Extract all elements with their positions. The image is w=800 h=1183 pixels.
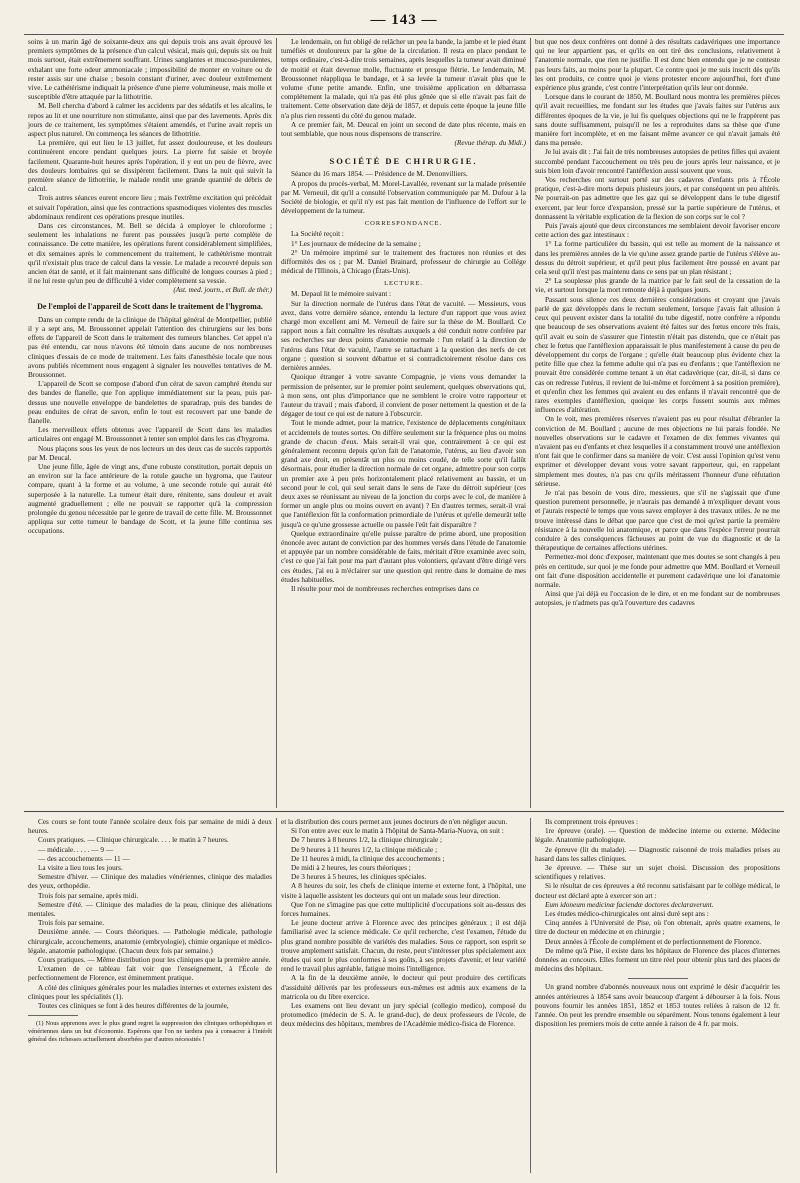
- subheading-lecture: LECTURE.: [384, 280, 423, 288]
- separator: [628, 978, 688, 979]
- paragraph: Le jeune docteur arrive à Florence avec des principes généraux ; il est déjà familiarisé avec la science médicale. Ce qu'il recherche, c'est l'examen, l'étude du plus grand nombre possible de variétés des maladies. Sous ce rapport, son esprit se trouve amplement satisfait. Chacun, du reste, peut s'intéresser plus spécialement aux études qui sont le plus conformes à ses goûts, à ses projets d'avenir, et leur variété rend le travail plus agréable, fatigue moins l'intelligence.: [281, 919, 526, 974]
- schedule-line: De 11 heures à midi, la clinique des accouchements ;: [291, 854, 445, 863]
- footnote: (1) Nous apprenons avec le plus grand regret la suppression des cliniques orthopédiques et vénériennes dans un but d'économie. Espérons que l'on ne tardera pas à consacrer à l'intérêt général des richesses actuellement absorbées par d'autres nécessités !: [28, 1020, 272, 1044]
- paragraph: A la fin de la deuxième année, le docteur qui peut produire des certificats d'assiduité délivrés par les professeurs eux-mêmes est admis aux examens de la matricola ou du libre exercice.: [281, 974, 526, 1001]
- paragraph: Il résulte pour moi de nombreuses recherches entreprises dans ce: [291, 584, 480, 593]
- column-3: [530, 38, 784, 808]
- paragraph: Si l'on entre avec eux le matin à l'hôpital de Santa-Maria-Nuova, on suit :: [291, 827, 504, 836]
- paragraph: Dans un compte rendu de la clinique de l'hôpital général de Montpellier, publié il y a sept ans, M. Broussonnet appelait l'attention des chirurgiens sur les bons effets de l'appareil de Scott dans le traitement des tumeurs blanches. Cet appel n'a pas été entendu, car nous n'avons été témoin dans aucune de nos nombreuses cliniques d'essais de ce mode de traitement. Les faits d'anesthésie locale que nous avons publiés récemment nous engagent à signaler les nouvelles tentatives de M. Broussonnet.: [28, 315, 272, 379]
- article-title: De l'emploi de l'appareil de Scott dans le traitement de l'hygroma.: [37, 301, 263, 311]
- paragraph: et la distribution des cours permet aux jeunes docteurs de n'en négliger aucun.: [281, 818, 508, 826]
- page-number: — 143 —: [370, 12, 438, 28]
- paragraph: La Société reçoit :: [291, 230, 344, 239]
- feuilleton-column-3: [530, 818, 784, 1173]
- paragraph: L'appareil de Scott se compose d'abord d'un cérat de savon camphré étendu sur des bandes de flanelle, que l'on applique immédiatement sur la peau, puis par-dessus une nouvelle enveloppe de bandelettes de sparadrap, puis des bandes de peau enduites de cérat de savon, enfin le tout est recouvert par une bande de flanelle.: [28, 380, 272, 425]
- paragraph: Trois fois par semaine, après midi.: [38, 891, 139, 900]
- latin-quote: Eum idoneum medicinæ faciendæ doctores declaraverunt.: [545, 900, 714, 909]
- paragraph: Cours pratiques. — Même distribution pour les cliniques que la première année.: [38, 956, 271, 965]
- paragraph: La visite a lieu tous les jours.: [38, 864, 123, 873]
- paragraph: Si le résultat de ces épreuves a été reconnu satisfaisant par le collége médical, le docteur est déclaré apte à exercer son art :: [535, 882, 780, 900]
- schedule-line: — des accouchements — 11 —: [38, 854, 130, 863]
- paragraph: On le voit, mes premières réserves n'avaient pas eu pour résultat d'ébranler la conviction de M. Boullard ; aucune de mes objections ne lui parais fondée. Ne nouvelles observations sur le cadavre et l'examen de dix femmes vivantes qui n'avaient pas eu d'enfants et chez lesquelles il a constamment trouvé une antéflexion n'ont fait que le confirmer dans sa manière de voir. C'est aussi l'opinion qu'est venu exprimer et développer devant vous votre savant rapporteur, qui, en rappelant simplement mes doutes, n'a pas cru qu'ils méritassent l'honneur d'une réfutation sérieuse.: [535, 415, 780, 488]
- schedule-line: De midi à 2 heures, les cours théoriques ;: [291, 864, 411, 873]
- paragraph: Quoique étranger à votre savante Compagnie, je viens vous demander la permission de présenter, sur le premier point seulement, quelques observations qui, à mon sens, ont plus d'importance que ne semblent le croire votre rapporteur et l'auteur du travail ; mais d'abord, il convient de poser nettement la question et de la dégager de tout ce qui est de nature à l'obscurcir.: [281, 373, 526, 419]
- schedule-line: De 7 heures à 8 heures 1/2, la clinique chirurgicale ;: [291, 836, 443, 845]
- feuilleton-column-2: [276, 818, 530, 1173]
- paragraph: Les études médico-chirurgicales ont ainsi duré sept ans :: [545, 910, 709, 919]
- paragraph: 3e épreuve. — Thèse sur un sujet choisi. Discussion des propositions scientifiques y relatives.: [535, 864, 780, 882]
- paragraph: 1re épreuve (orale). — Question de médecine interne ou externe. Médecine légale. Anatomie pathologique.: [535, 827, 780, 845]
- column-1: [24, 38, 276, 808]
- paragraph: Quelque extraordinaire qu'elle puisse paraître de prime abord, une proposition énoncée avec autant de conviction par des hommes versés dans l'étude de l'anatomie et appuyée par un nombre considérable de faits, méritait d'être examinée avec soin, c'est ce que j'ai fait pour ma part d'autant plus volontiers, qu'avant d'être dirigé vers ces études, j'ai eu à m'éclairer sur une question qui rentre dans le domaine de mes études habituelles.: [281, 529, 526, 584]
- paragraph: Sur la direction normale de l'utérus dans l'état de vacuité. — Messieurs, vous avez, dans votre dernière séance, entendu la lecture d'un rapport que vous aviez chargé mon excellent ami M. Verneuil de faire sur la thèse de M. Boullard. Ce rapport nous a fait connaître les résultats auxquels a été conduit notre confrère par ses recherches sur deux points d'anatomie normale : l'un relatif à la direction de l'utérus dans l'état de vacuité, l'autre se rattachant à la question des nerfs de cet organe ; question si souvent débattue et si contradictoirement résolue dans ces dernières années.: [281, 299, 526, 373]
- main-columns: [24, 38, 784, 808]
- paragraph: Puis j'avais ajouté que deux circonstances me semblaient devoir favoriser encore cette action des gaz intestinaux :: [535, 222, 780, 240]
- paragraph: Toutes ces cliniques se font à des heures différentes de la journée,: [38, 1002, 229, 1011]
- footnote-rule: [28, 1015, 78, 1016]
- paragraph: A propos du procès-verbal, M. Morel-Lavallée, revenant sur la malade présentée par M. Verneuil, dit qu'il a consulté l'observation communiquée par M. Dufour à la Société de biologie, et qu'il n'y est pas fait mention de l'influence de l'effort sur le développement de la tumeur.: [281, 179, 526, 216]
- paragraph: 2° La souplesse plus grande de la matrice par le fait seul de la cessation de la vie, et surtout lorsque la mort remonte déjà à quelques jours.: [535, 277, 780, 295]
- paragraph: Les merveilleux effets obtenus avec l'appareil de Scott dans les maladies articulaires ont engagé M. Broussonnet à tenter son emploi dans les cas d'hygroma.: [28, 426, 272, 444]
- paragraph: Trois autres séances eurent encore lieu ; mais l'extrême excitation qui précédait et suivait l'opération, ainsi que les contractions spasmodiques violentes des muscles abdominaux rendirent ces opérations presque inutiles.: [28, 194, 272, 221]
- paragraph: A 8 heures du soir, les chefs de clinique interne et externe font, à l'hôpital, une visite à laquelle assistent les docteurs qui ont un malade sous leur direction.: [281, 882, 526, 900]
- paragraph: but que nos deux confrères ont donné à des résultats cadavériques une importance qui ne leur appartient pas, et qu'ils en ont tiré des conclusions, relativement à l'anatomie normale, que rien ne justifie. Il est donc bien entendu que je ne conteste pas leurs faits, au moins pour la plupart. Ce contre quoi je me suis inscrit dès qu'ils les ont produits, ce contre quoi je viens protester encore aujourd'hui, fort d'une expérience plus grande, c'est contre l'interprétation qu'ils leur ont donnée.: [535, 38, 780, 93]
- schedule-line: De 9 heures à 11 heures 1/2, la clinique médicale ;: [291, 845, 438, 854]
- paragraph: Ainsi que j'ai déjà eu l'occasion de le dire, et en me fondant sur de nombreuses autopsies, je n'admets pas qu'à l'ouverture des cadavres: [535, 590, 780, 608]
- paragraph: Vos recherches ont surtout porté sur des cadavres d'enfants pris à l'École pratique, c'est-à-dire morts depuis plusieurs jours, et par conséquent un peu altérés. Ne pourrait-on pas admettre que les gaz qui se développent dans le tube digestif exercent, par leur force d'expansion, pressé sur la partie supérieure de l'utérus, et donnassent la véritable explication de la flexion de son corps sur le col ?: [535, 176, 780, 221]
- paragraph: Trois fois par semaine.: [38, 919, 105, 928]
- paragraph: Passant sous silence ces deux dernières considérations et croyant que j'avais parlé de gaz développés dans le rectum seulement, lorsque j'avais fait allusion à ceux qui peuvent exister dans la totalité du tube digestif, notre confrère a répondu que beaucoup de ses observations avaient été faites sur des fœtus encore très frais, qu'il avait eu soin de s'assurer que l'intestin n'était pas distendu, que ce n'était pas chez le fœtus que l'antéflexion apparaissait le plus manifestement à cause du peu de développement du corps de l'organe ; qu'elle était beaucoup plus évidente chez la petite fille que chez la femme adulte qui n'a pas eu d'enfants ; que l'antéflexion ne pouvait être considérée comme tenant à un état cadavérique (car, dit-il, si dans ce cas on redresse l'utérus, il revient de lui-même et forcément à sa position première), et qu'enfin chez les femmes qui avaient eu des enfants il n'avait rencontré que de rares exemples d'antéflexion, quoique les corps fussent soumis aux mêmes influences d'altération.: [535, 295, 780, 415]
- seance-line: Séance du 16 mars 1854. — Présidence de M. Denonvilliers.: [291, 170, 468, 179]
- paragraph: soins à un marin âgé de soixante-deux ans qui depuis trois ans avait éprouvé les premiers symptômes de la présence d'un calcul vésical, mais qui, depuis six ou huit mois surtout, était extrêmement souffrant. Urines sanglantes et mucoso-purulentes, exhalant une forte odeur ammoniacale ; impossibilité de monter en voiture ou de rester assis sur une chaise ; besoin constant d'uriner, avec douleur extrêmement vive. Le cathétérisme indiquait la présence d'une pierre volumineuse, mais molle et susceptible d'être attaquée par la lithotritie.: [28, 38, 272, 102]
- subheading-correspondance: CORRESPONDANCE.: [364, 220, 443, 228]
- paragraph: Les examens ont lieu devant un jury spécial (collegio medico), composé du protomedico (médecin de S. A. le grand-duc), de deux professeurs de l'école, de deux médecins des hôpitaux, membres de l'Académie médico-fisica de Florence.: [281, 1002, 526, 1029]
- paragraph: Ces cours se font toute l'année scolaire deux fois par semaine de midi à deux heures.: [28, 818, 272, 836]
- schedule-line: De 3 heures à 5 heures, les cliniques spéciales.: [291, 873, 427, 882]
- newspaper-page: [24, 8, 784, 1178]
- paragraph: Cinq années à l'Université de Pise, où l'on obtenait, après quatre examens, le titre de docteur en médecine et en chirurgie ;: [535, 919, 780, 937]
- paragraph: Que l'on ne s'imagine pas que cette multiplicité d'occupations soit au-dessus des forces humaines.: [281, 900, 526, 919]
- column-2: [276, 38, 530, 808]
- paragraph: L'examen de ce tableau fait voir que l'enseignement, à l'École de perfectionnement de Florence, est éminemment pratique.: [28, 965, 272, 983]
- paragraph: A côté des cliniques générales pour les maladies internes et externes existent des cliniques pour les spécialités (1).: [28, 983, 272, 1001]
- paragraph: Une jeune fille, âgée de vingt ans, d'une robuste constitution, portait depuis un an environ sur la face antérieure de la rotule gauche un hygroma, que l'auteur compare, quant à la forme et au volume, à une seconde rotule qui aurait été superposée à la naturelle. La tumeur était dure, rénitente, sans douleur et avait augmenté graduellement ; elle ne pouvait se rapporter qu'à la compression prolongée du genou nécessitée par le genre de travail de cette fille. M. Broussonnet appliqua sur cette tumeur le bandage de Scott, et la jeune fille continua ses occupations.: [28, 462, 272, 536]
- paragraph: Semestre d'été. — Clinique des maladies de la peau, clinique des aliénations mentales.: [28, 900, 272, 919]
- paragraph: Ils comprennent trois épreuves :: [545, 818, 639, 826]
- paragraph: Deuxième année. — Cours théoriques. — Pathologie médicale, pathologie chirurgicale, accouchements, anatomie (embryologie), chimie organique et médico-légale, anatomie pathologique. (Chacun deux fois par semaine.): [28, 928, 272, 955]
- paragraph: Semestre d'hiver. — Clinique des maladies vénériennes, clinique des maladies des yeux, orthopédie.: [28, 873, 272, 891]
- source-citation: (Ast. med. journ., et Bull. de thér.): [173, 286, 272, 295]
- paragraph: La première, qui eut lieu le 13 juillet, fut assez douloureuse, et les douleurs continuèrent encore pendant quelques jours. La pierre fut saisie et broyée facilement. Quarante-huit heures après l'opération, il y eut un peu de fièvre, avec des douleurs lombaires qui se dissipèrent facilement. Dans la nuit qui suivit la première séance de lithotritie, le malade rendit une grande quantité de débris de calcul.: [28, 139, 272, 194]
- feuilleton-columns: [24, 818, 784, 1173]
- schedule-line: Cours pratiques. — Clinique chirurgicale. . . . le matin à 7 heures.: [38, 836, 229, 845]
- paragraph: A ce premier fait, M. Deucal en joint un second de date plus récente, mais en tout semblable, que nous nous dispensons de transcrire.: [281, 120, 526, 139]
- paragraph: Je n'ai pas besoin de vous dire, messieurs, que s'il ne s'agissait que d'une question purement personnelle, je n'aurais pas demandé à m'expliquer devant vous et j'aurais respecté le temps que vous savez employer à des travaux utiles. Je ne me trouve intéressé dans le débat que parce que c'est de moi qu'est partie la première résistance à la nouvelle loi anatomique, et parce que dans l'espèce l'erreur pourrait conduire à des conséquences fâcheuses au point de vue du diagnostic et de la thérapeutique de certaines affections utérines.: [535, 488, 780, 553]
- feuilleton-column-1: [24, 818, 276, 1173]
- feuilleton-rule: [24, 811, 784, 812]
- paragraph: Nous plaçons sous les yeux de nos lecteurs un des deux cas de succès rapportés par M. Deucal.: [28, 444, 272, 462]
- paragraph: M. Depaul lit le mémoire suivant :: [291, 290, 392, 299]
- paragraph: 2e épreuve (lit du malade). — Diagnostic raisonné de trois maladies prises au hasard dans les salles cliniques.: [535, 845, 780, 863]
- schedule-line: — médicale. . . . . — 9 —: [38, 845, 114, 854]
- paragraph: 2° Un mémoire imprimé sur le traitement des fractures non réunies et des difformités des os ; par M. Daniel Brainard, professeur de chirurgie au Collége médical de l'Illinois, à Chicago (États-Unis).: [281, 248, 526, 276]
- paragraph: Permettez-moi donc d'exposer, maintenant que mes doutes se sont changés à peu près en certitude, sur quoi je me fonde pour admettre que MM. Boullard et Verneuil ont fait d'une disposition accidentelle et purement cadavérique une loi d'anatomie normale.: [535, 553, 780, 589]
- section-heading: SOCIÉTÉ DE CHIRURGIE.: [329, 156, 478, 167]
- paragraph: Dans ces circonstances, M. Bell se décida à employer le chloroforme ; seulement les inhalations ne furent pas poussées jusqu'à perte complète de connaissance. De cette manière, les opérations furent considérablement simplifiées, et dix semaines après le commencement du traitement, le cathétérisme montrait qu'il n'existait plus trace de calcul dans la vessie. Le malade a recouvré depuis son ancien état de santé, et il fait maintenant sans difficulté de longues courses à pied ; il ne lui reste qu'un peu de difficulté à vider complètement sa vessie.: [28, 222, 272, 286]
- page-header: [24, 8, 784, 35]
- notice-paragraph: Un grand nombre d'abonnés nouveaux nous ont exprimé le désir d'acquérir les années antérieures à 1854 sans avoir beaucoup d'argent à débourser à la fois. Nous pouvons fournir les années 1851, 1852 et 1853 toutes reliées à raison de 12 fr. l'année. On peut les prendre ensemble ou séparément. Nous tenons également à leur disposition les premiers mois de cette année à raison de 4 fr. par mois.: [535, 983, 780, 1029]
- paragraph: 1° Les journaux de médecine de la semaine ;: [291, 239, 421, 248]
- paragraph: M. Bell chercha d'abord à calmer les accidents par des sédatifs et les alcalins, le repos au lit et une nourriture non stimulante, ainsi que par des lavements. Après dix jours de ce traitement, les symptômes s'étaient amendés, et l'urine avait repris un aspect plus naturel. On commença les séances de lithotritie.: [28, 102, 272, 139]
- paragraph: De même qu'à Pise, il existe dans les hôpitaux de Florence des places d'internes données au concours. Elles forment un titre réel pour obtenir plus tard des places de médecins des hôpitaux.: [535, 946, 780, 974]
- paragraph: 1° La forme particulière du bassin, qui est telle au moment de la naissance et dans les premières années de la vie qu'une assez grande partie de l'utérus s'élève au-dessus du détroit supérieur, et qu'il peut plus facilement être poussé en avant par cela seul qu'il n'est pas maintenu dans ce sens par un plan résistant ;: [535, 240, 780, 277]
- paragraph: Deux années à l'École de complément et de perfectionnement de Florence.: [545, 937, 762, 946]
- paragraph: Lorsque dans le courant de 1850, M. Boullard nous montra les premières pièces qu'il avait recueillies, me fondant sur les études que j'avais faites sur l'utérus aux différentes époques de la vie, je lui fis quelques objections qui ne le frappèrent pas sans doute suffisamment, puisqu'il ne les a reproduites dans sa thèse que d'une manière fort incomplète, et en me faisant même avancer ce qui n'avait jamais été dans ma pensée.: [535, 93, 780, 148]
- paragraph: Le lendemain, on fut obligé de relâcher un peu la bande, la jambe et le pied étant tuméfiés et douloureux par la gêne de la circulation. Il resta en place pendant le temps ordinaire, c'est-à-dire trois semaines, après lesquelles la tumeur avait diminué de moitié et était devenue molle, fluctuante et presque flétrie. Le lendemain, M. Broussonnet réappliqua le bandage, et à sa levée la tumeur n'avait plus que le volume d'une petite amande. Enfin, une troisième application en débarrassa complétement la malade, qui n'a pas été plus gênée que si elle n'avait pas fait de traitement. Cette observation date déjà de 1857, et depuis cette époque la jeune fille n'a plus rien ressenti du côté du genou malade.: [281, 38, 526, 120]
- paragraph: Tout le monde admet, pour la matrice, l'existence de déplacements congénitaux et accidentels de toutes sortes. On diffère seulement sur la fréquence plus ou moins grande de chacun d'eux. Mais serait-il vrai que, contrairement à ce qui est généralement reconnu depuis qu'on fait de l'anatomie, l'utérus, au lieu d'avoir son grand axe droit, en présentât un plus ou moins coudé, de telle sorte qu'il fallût désormais, pour étudier la direction normale de cet organe, admettre pour son corps un premier axe à peu près horizontalement placé relativement au bassin, et un second pour le col, qui seul serait dans le sens de l'axe du détroit supérieur (ces deux axes se réunissant au niveau de la jonction du corps avec le col, de manière à former un angle plus ou moins ouvert en avant) ? En d'autres termes, serait-il vrai que l'antéflexion fût la conformation primordiale de l'utérus et qu'elle demeurât telle jusqu'à ce qu'une grossesse actuelle ou passée l'eût fait disparaître ?: [281, 419, 526, 529]
- source-citation: (Revue thérap. du Midi.): [454, 139, 526, 148]
- paragraph: Je lui avais dit : J'ai fait de très nombreuses autopsies de petites filles qui avaient succombé pendant l'accouchement ou très peu de jours après leur naissance, et je suis bien loin d'avoir rencontré l'antéflexion aussi souvent que vous.: [535, 148, 780, 175]
